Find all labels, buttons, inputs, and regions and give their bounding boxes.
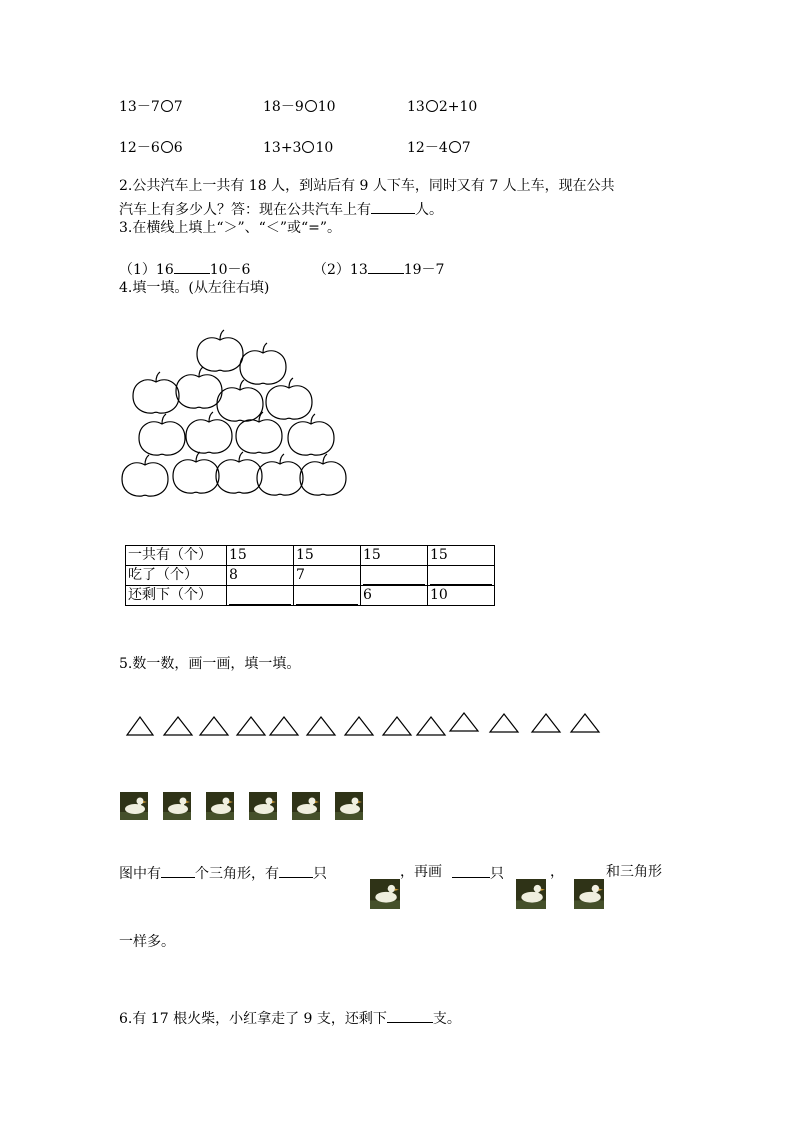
compare-1-2: 18－9 10 <box>263 99 336 115</box>
table-answer-cell[interactable] <box>428 566 495 586</box>
q5-equal-text: 和三角形 <box>606 864 662 880</box>
triangle-icon <box>270 717 298 735</box>
triangle-icon <box>383 717 411 735</box>
apple-icon <box>122 455 168 496</box>
triangle-icon <box>490 714 518 732</box>
apple-icon <box>133 372 179 413</box>
duck-icon <box>292 792 320 820</box>
count-table <box>125 545 495 606</box>
duck-icon <box>572 879 606 909</box>
triangle-icon <box>307 717 335 735</box>
table-answer-cell[interactable] <box>361 566 428 586</box>
triangle-icon <box>345 717 373 735</box>
triangle-icon <box>450 713 478 731</box>
apple-icon <box>173 452 219 493</box>
q5-blank-ducks[interactable] <box>279 863 313 878</box>
apple-icon <box>240 343 286 384</box>
q5-comma: ， <box>550 864 564 880</box>
q4-title: 4.填一填。(从左往右填) <box>119 280 270 296</box>
triangle-icon <box>571 714 599 732</box>
triangle-icon <box>417 717 445 735</box>
compare-2-1: 12－6 6 <box>119 140 183 156</box>
q5-blank-draw[interactable] <box>452 863 490 878</box>
apples-illustration <box>118 328 352 500</box>
triangle-icon <box>127 717 153 735</box>
apple-icon <box>176 367 222 408</box>
q5-draw-count: 只 <box>452 863 504 883</box>
duck-icon <box>335 792 363 820</box>
compare-circle[interactable] <box>161 100 173 112</box>
apple-icon <box>216 452 262 493</box>
q3-part1: （1）16 10－6 <box>119 259 250 279</box>
duck-icon <box>120 792 148 820</box>
q3-blank-2[interactable] <box>368 259 404 274</box>
table-row: 吃了（个） 8 7 <box>126 566 495 586</box>
q6-answer-blank[interactable] <box>387 1008 433 1023</box>
table-row: 一共有（个） 15 15 15 15 <box>126 546 495 566</box>
q2-line2: 汽车上有多少人？答：现在公共汽车上有 人。 <box>119 199 443 219</box>
answer-blank[interactable] <box>296 587 358 605</box>
triangle-icon <box>237 717 265 735</box>
apple-icon <box>288 414 334 455</box>
apple-icon <box>257 454 303 495</box>
q3-blank-1[interactable] <box>174 259 210 274</box>
apple-icon <box>217 380 263 421</box>
compare-1-1: 13－7 7 <box>119 99 183 115</box>
compare-circle[interactable] <box>302 141 314 153</box>
answer-blank[interactable] <box>229 587 291 605</box>
duck-icon <box>206 792 234 820</box>
apple-icon <box>197 330 243 371</box>
compare-circle[interactable] <box>426 100 438 112</box>
apple-icon <box>236 412 282 453</box>
compare-circle[interactable] <box>449 141 461 153</box>
apple-icon <box>139 414 185 455</box>
q5-title: 5.数一数，画一画，填一填。 <box>119 656 301 672</box>
compare-circle[interactable] <box>305 100 317 112</box>
q5-ending: 一样多。 <box>119 934 175 950</box>
triangle-icon <box>200 717 228 735</box>
table-answer-cell[interactable] <box>227 586 294 606</box>
q2-answer-blank[interactable] <box>371 199 415 214</box>
table-row: 还剩下（个） 6 10 <box>126 586 495 606</box>
q3-part2: （2）13 19－7 <box>313 259 444 279</box>
compare-circle[interactable] <box>161 141 173 153</box>
duck-icon <box>249 792 277 820</box>
triangles-row <box>120 708 610 742</box>
q5-blank-triangles[interactable] <box>161 863 195 878</box>
q2-line1: 2.公共汽车上一共有 18 人，到站后有 9 人下车，同时又有 7 人上车，现在公共 <box>119 178 615 194</box>
q6-text: 6.有 17 根火柴，小红拿走了 9 支，还剩下 支。 <box>119 1008 461 1028</box>
duck-icon <box>514 879 548 909</box>
duck-icon <box>368 879 402 909</box>
q3-title: 3.在横线上填上“＞”、“＜”或“=”。 <box>119 220 342 236</box>
answer-blank[interactable] <box>363 567 425 585</box>
compare-2-3: 12－4 7 <box>407 140 471 156</box>
triangle-icon <box>164 717 192 735</box>
q5-sentence: 图中有 个三角形，有 只 <box>119 863 327 883</box>
answer-blank[interactable] <box>430 567 492 585</box>
table-answer-cell[interactable] <box>294 586 361 606</box>
q5-draw-text: ，再画 <box>400 864 442 880</box>
duck-icon <box>163 792 191 820</box>
compare-2-2: 13+3 10 <box>263 140 334 156</box>
triangle-icon <box>532 714 560 732</box>
apple-icon <box>300 454 346 495</box>
compare-1-3: 13 2+10 <box>407 99 478 115</box>
